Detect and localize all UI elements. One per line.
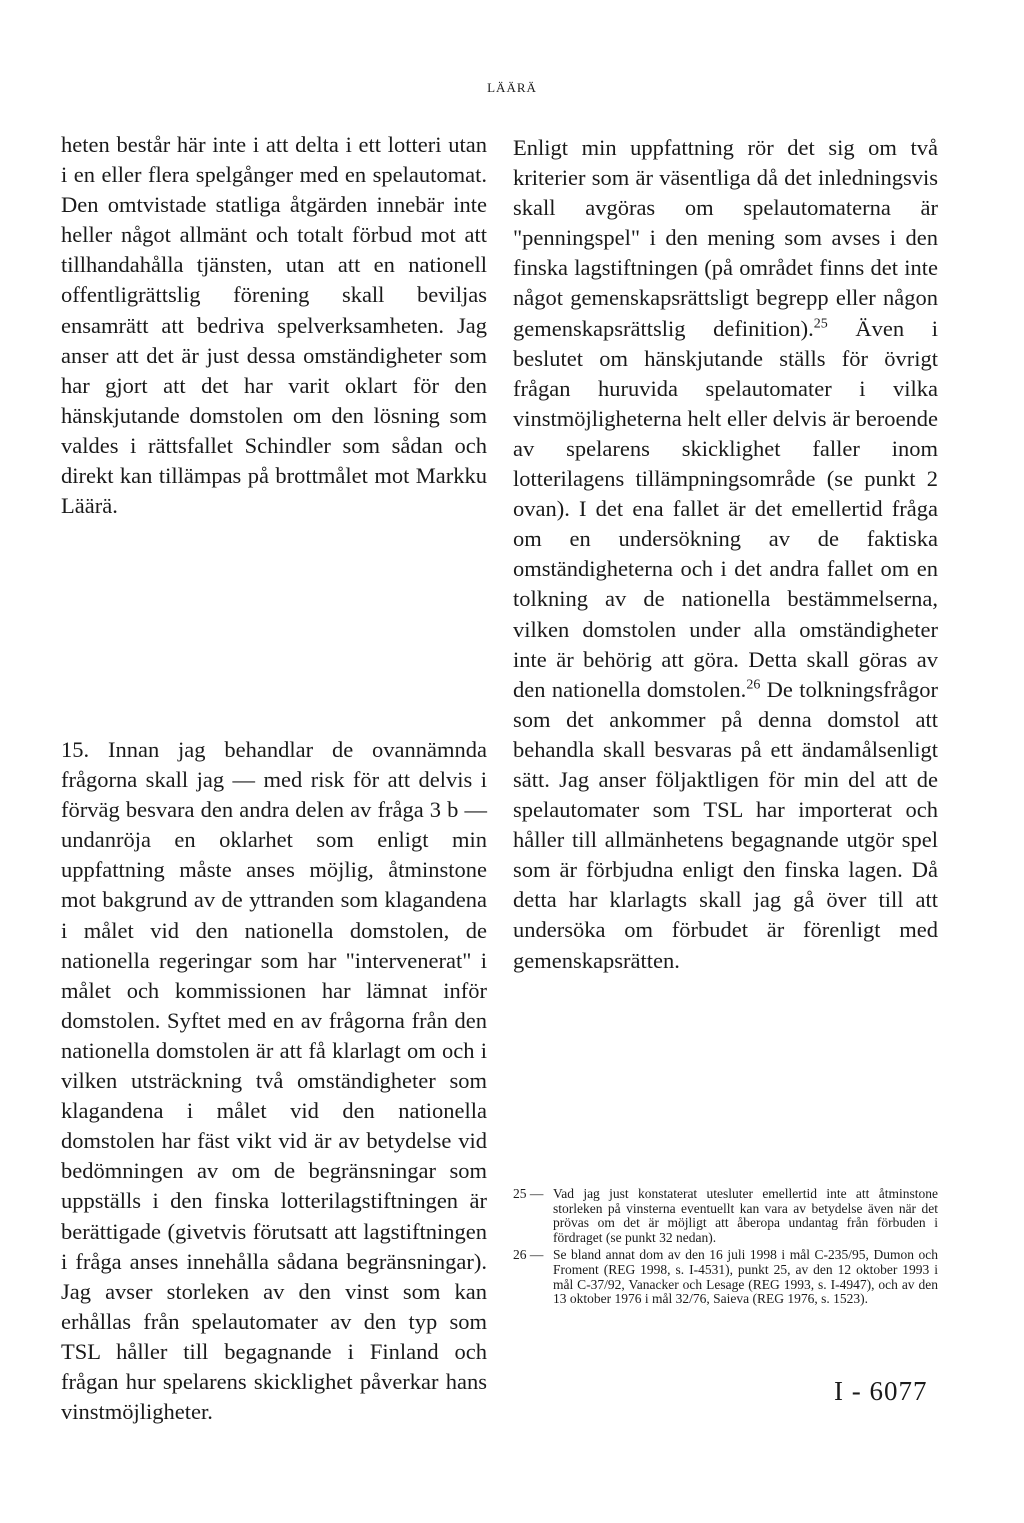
footnote-ref-26: 26 (746, 677, 761, 693)
body-paragraph-15: 15. Innan jag behandlar de ovannämnda frågorna skall jag — med risk för att delvis i förväg besvara den andra delen av fråga 3 b — undanröja en oklarhet som enligt min uppfattning måste anses möjlig, åtminstone mot bakgrund av de yttranden som klagandena i målet vid den nationella domstolen, de nationella regeringar som har "intervenerat" i målet och kommissionen har lämnat inför domstolen. Syftet med en av frågorna från den nationella domstolen är att få klarlagt om och i vilken utsträckning två omständigheter som klagandena i målet vid den nationella domstolen har fäst vikt vid är av betydelse vid bedömningen av om de begränsningar som uppställs i den finska lotterilagstiftningen är berättigade (givetvis förutsatt att lagstiftningen i fråga anses innehålla sådana begränsningar). Jag avser storleken av den vinst som kan erhållas från spelautomater av den typ som TSL håller till begagnande i Finland och frågan hur spelarens skicklighet påverkar hans vinstmöjligheter. (61, 737, 487, 1425)
left-column-top (61, 130, 487, 521)
body-text: Även i beslutet om hänskjutande ställs för övrigt frågan huruvida spelautomater i vilka vinstmöjligheterna helt eller delvis är beroende av spelarens skicklighet faller inom lotterilagens tillämpningsområde (se punkt 2 ovan). I det ena fallet är det emellertid fråga om en undersökning av de faktiska omständigheterna och i det andra fallet om en tolkning av de nationella bestämmelserna, vilken domstolen under alla omständigheter inte är behörig att göra. Detta skall göras av den nationella domstolen. (513, 315, 938, 702)
right-column (513, 133, 938, 976)
footnote-26 (513, 1248, 938, 1306)
body-text: De tolkningsfrågor som det ankommer på denna domstol att behandla skall besvaras på ett ändamålsenligt sätt. Jag anser följaktligen för min del att de spelautomater som TSL har importerat och håller till allmänhetens begagnande utgör spel som är förbjudna enligt den finska lagen. Då detta har klarlagts skall jag gå över till att undersöka om förbudet är förenligt med gemenskapsrätten. (513, 676, 938, 973)
footnote-text: Vad jag just konstaterat utesluter emellertid inte att åtminstone storleken på vinsterna eventuellt kan vara av betydelse även när det prövas om det är möjligt att åberopa undantag från förbuden i fördraget (se punkt 32 nedan). (553, 1186, 938, 1245)
body-text: Enligt min uppfattning rör det sig om två kriterier som är väsentliga då det inledningsvis skall avgöras om spelautomaterna är "penningspel" i den mening som avses i den finska lagstiftningen (på området finns det inte något gemenskapsrättsligt begrepp eller någon gemenskapsrättslig definition). (513, 135, 938, 341)
running-title: LÄÄRÄ (487, 80, 537, 95)
page-number: I - 6077 (834, 1376, 928, 1406)
footnote-marker: 25 — (513, 1186, 544, 1201)
body-paragraph: heten består här inte i att delta i ett lotteri utan i en eller flera spelgånger med en spelautomat. Den omtvistade statliga åtgärden innebär inte heller något allmänt och totalt förbud mot att tillhandahålla tjänsten, utan att en nationell offentligrättslig förening skall beviljas ensamrätt att bedriva spelverksamheten. Jag anser att det är just dessa omständigheter som har gjort att det har varit oklart för den hänskjutande domstolen om den lösning som valdes i rättsfallet Schindler som sådan och direkt kan tillämpas på brottmålet mot Markku Läärä. (61, 132, 487, 519)
footnote-25 (513, 1187, 938, 1245)
footnote-text: Se bland annat dom av den 16 juli 1998 i mål C-235/95, Dumon och Froment (REG 1998, s. I-4531), punkt 25, av den 12 oktober 1993 i mål C-37/92, Vanacker och Lesage (REG 1993, s. I-4947), och av den 13 oktober 1976 i mål 32/76, Saieva (REG 1976, s. 1523). (553, 1247, 938, 1307)
footnote-ref-25: 25 (813, 316, 828, 332)
footnotes (513, 1187, 938, 1310)
left-column-bottom (61, 735, 487, 1427)
body-paragraph-right (513, 133, 938, 976)
footnote-marker: 26 — (513, 1247, 544, 1263)
